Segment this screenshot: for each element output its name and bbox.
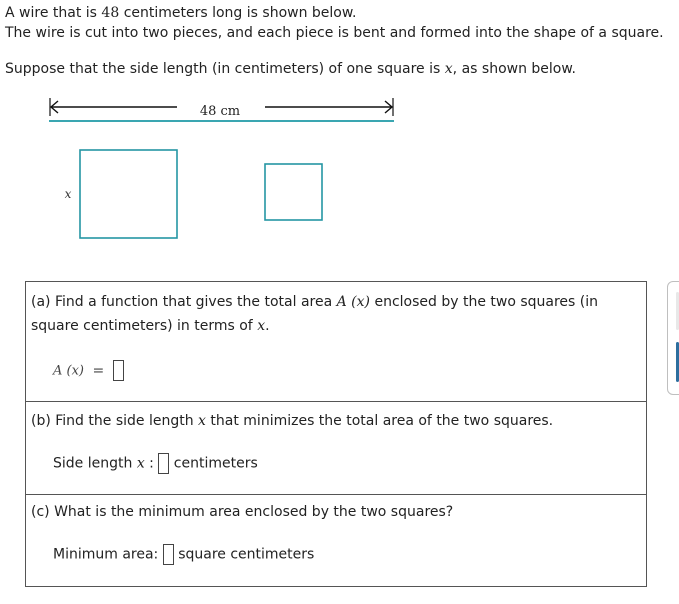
side-length-label: x xyxy=(64,187,72,201)
question-text: . xyxy=(265,318,270,334)
divider xyxy=(25,494,647,495)
intro-text: centimeters long is shown below. xyxy=(123,5,357,21)
answer-label: A (x) xyxy=(53,363,84,379)
question-text: that minimizes the total area of the two squares. xyxy=(210,413,554,429)
part-c-question xyxy=(31,504,453,520)
part-b-answer-input[interactable] xyxy=(158,453,169,474)
function-a-of-x: A (x) xyxy=(336,294,371,310)
var-x: x xyxy=(444,61,453,77)
var-x: x xyxy=(198,413,206,429)
answer-label: Minimum area: xyxy=(53,546,159,563)
question-text: enclosed by the two squares (in xyxy=(374,294,599,310)
question-text: (b) Find the side length xyxy=(31,413,194,429)
side-toolbar-tab[interactable] xyxy=(667,281,679,395)
colon: : xyxy=(149,455,154,472)
question-text: (c) What is the minimum area enclosed by the two squares? xyxy=(31,504,454,520)
square-large xyxy=(80,150,177,238)
divider xyxy=(25,401,647,402)
wire-length-number: 48 xyxy=(101,5,120,21)
part-c-answer-input[interactable] xyxy=(163,544,174,565)
var-x: x xyxy=(257,318,266,334)
unit-label: centimeters xyxy=(173,455,258,472)
equals-sign: = xyxy=(92,362,105,379)
answer-label: Side length xyxy=(53,455,133,472)
square-small xyxy=(265,164,322,220)
part-a-question-line-2 xyxy=(31,318,270,334)
question-text: (a) Find a function that gives the total area xyxy=(31,294,333,310)
question-text: square centimeters) in terms of xyxy=(31,318,253,334)
intro-text: The wire is cut into two pieces, and each piece is bent and formed into the shape of a square. xyxy=(5,25,664,41)
part-a-answer-input[interactable] xyxy=(113,360,124,381)
part-c-answer-row xyxy=(53,544,314,565)
var-x: x xyxy=(136,455,145,472)
part-a-question-line-1 xyxy=(31,294,598,310)
wire-diagram xyxy=(0,0,679,260)
part-b-question xyxy=(31,413,553,429)
unit-label: square centimeters xyxy=(178,546,315,563)
part-a-answer-row xyxy=(53,360,124,381)
intro-text: , as shown below. xyxy=(452,61,576,77)
intro-text: Suppose that the side length (in centimeters) of one square is xyxy=(5,61,441,77)
part-b-answer-row xyxy=(53,453,258,474)
wire-length-label: 48 cm xyxy=(199,104,241,119)
intro-text: A wire that is xyxy=(5,5,97,21)
